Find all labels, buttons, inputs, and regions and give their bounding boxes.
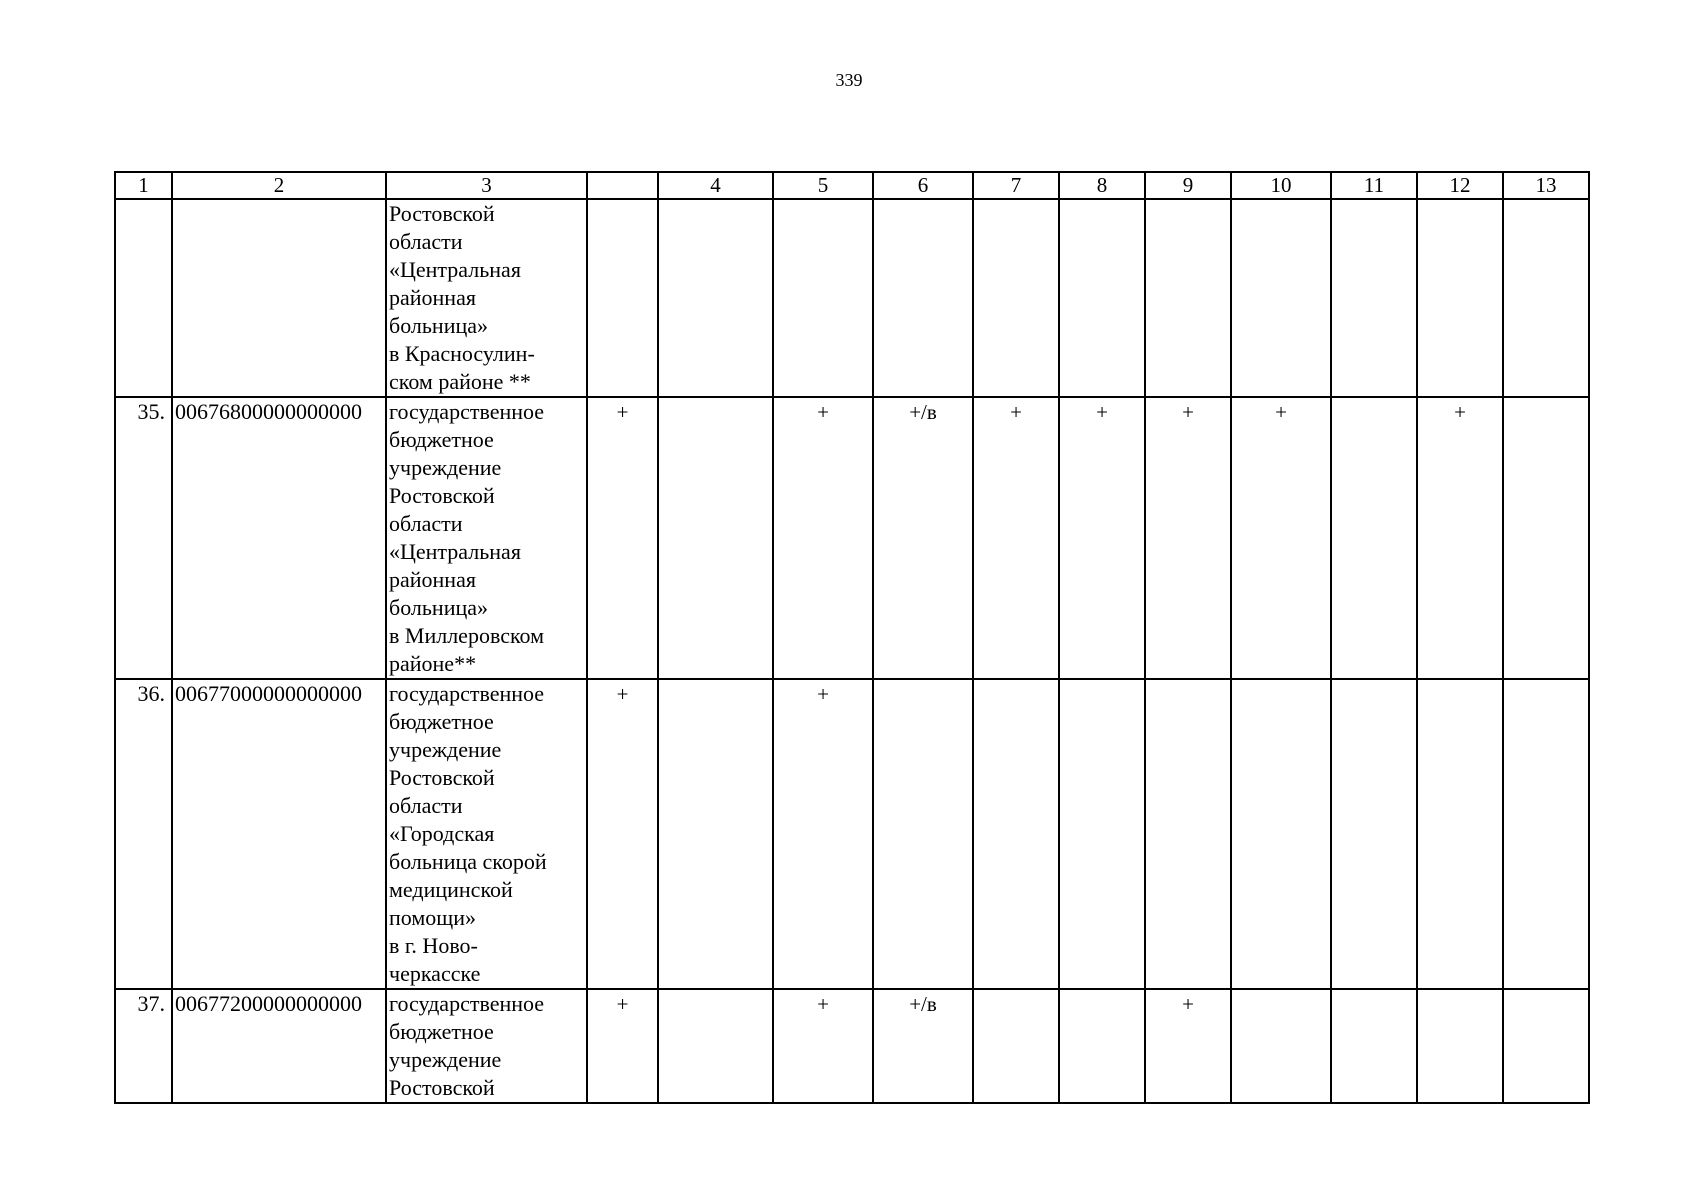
mark-cell: + bbox=[1417, 397, 1503, 679]
mark-cell bbox=[1331, 679, 1417, 989]
mark-cell bbox=[1417, 199, 1503, 397]
mark-cell: + bbox=[587, 679, 658, 989]
organization-name-line: учреждение bbox=[389, 1047, 502, 1072]
table-row bbox=[115, 679, 1589, 989]
header-cell: 1 bbox=[115, 172, 172, 199]
organization-name-line: районная bbox=[389, 285, 476, 310]
registry-code-cell: 00677000000000000 bbox=[172, 679, 386, 989]
mark-cell bbox=[1145, 679, 1231, 989]
mark-cell: + bbox=[1231, 397, 1331, 679]
organization-name-line: помощи» bbox=[389, 905, 476, 930]
header-cell: 2 bbox=[172, 172, 386, 199]
organization-name-line: «Центральная bbox=[389, 257, 521, 282]
mark-cell: + bbox=[587, 989, 658, 1103]
organization-name-line: в Миллеровском bbox=[389, 623, 545, 648]
mark-cell bbox=[973, 199, 1059, 397]
mark-cell bbox=[658, 397, 773, 679]
mark-cell bbox=[1503, 989, 1589, 1103]
organization-name-line: в г. Ново- bbox=[389, 933, 478, 958]
organization-name-line: бюджетное bbox=[389, 709, 494, 734]
organization-name-line: в Красносулин- bbox=[389, 341, 535, 366]
table-body bbox=[115, 199, 1589, 1103]
mark-cell: + bbox=[1145, 989, 1231, 1103]
mark-cell bbox=[1145, 199, 1231, 397]
mark-cell: + bbox=[773, 397, 873, 679]
organization-name-line: больница» bbox=[389, 313, 488, 338]
mark-cell bbox=[1231, 989, 1331, 1103]
organization-name-line: государственное bbox=[389, 399, 545, 424]
table-row bbox=[115, 199, 1589, 397]
registry-code-cell bbox=[172, 199, 386, 397]
organization-name-line: области bbox=[389, 511, 463, 536]
organization-name-line: медицинской bbox=[389, 877, 513, 902]
header-cell: 10 bbox=[1231, 172, 1331, 199]
organization-name-line: черкасске bbox=[389, 961, 481, 986]
header-cell: 9 bbox=[1145, 172, 1231, 199]
mark-cell bbox=[1417, 679, 1503, 989]
registry-code-cell: 00676800000000000 bbox=[172, 397, 386, 679]
mark-cell bbox=[1059, 199, 1145, 397]
organization-name-line: области bbox=[389, 229, 463, 254]
row-number-cell: 37. bbox=[115, 989, 172, 1103]
organization-name-line: Ростовской bbox=[389, 201, 495, 226]
header-cell: 11 bbox=[1331, 172, 1417, 199]
mark-cell: + bbox=[773, 679, 873, 989]
data-table bbox=[114, 171, 1590, 1104]
mark-cell: + bbox=[973, 397, 1059, 679]
mark-cell bbox=[973, 679, 1059, 989]
mark-cell bbox=[1231, 679, 1331, 989]
header-cell: 7 bbox=[973, 172, 1059, 199]
header-cell: 5 bbox=[773, 172, 873, 199]
header-cell: 8 bbox=[1059, 172, 1145, 199]
organization-name-cell bbox=[386, 397, 587, 679]
organization-name-line: области bbox=[389, 793, 463, 818]
row-number-cell: 36. bbox=[115, 679, 172, 989]
mark-cell: +/в bbox=[873, 989, 973, 1103]
organization-name-cell bbox=[386, 989, 587, 1103]
mark-cell bbox=[1503, 397, 1589, 679]
mark-cell bbox=[1059, 679, 1145, 989]
mark-cell: + bbox=[773, 989, 873, 1103]
mark-cell bbox=[1331, 397, 1417, 679]
table-row bbox=[115, 989, 1589, 1103]
organization-name-line: больница» bbox=[389, 595, 488, 620]
mark-cell bbox=[873, 679, 973, 989]
mark-cell bbox=[1331, 989, 1417, 1103]
header-cell: 13 bbox=[1503, 172, 1589, 199]
mark-cell bbox=[773, 199, 873, 397]
header-cell: 6 bbox=[873, 172, 973, 199]
page-number: 339 bbox=[835, 70, 863, 90]
organization-name-line: государственное bbox=[389, 681, 545, 706]
mark-cell bbox=[1503, 199, 1589, 397]
mark-cell bbox=[1059, 989, 1145, 1103]
mark-cell bbox=[1503, 679, 1589, 989]
header-row bbox=[115, 172, 1589, 199]
organization-name-line: «Центральная bbox=[389, 539, 521, 564]
header-cell: 4 bbox=[658, 172, 773, 199]
organization-name-cell bbox=[386, 679, 587, 989]
registry-code-cell: 00677200000000000 bbox=[172, 989, 386, 1103]
mark-cell bbox=[973, 989, 1059, 1103]
mark-cell bbox=[658, 199, 773, 397]
mark-cell bbox=[1331, 199, 1417, 397]
mark-cell bbox=[658, 679, 773, 989]
organization-name-line: бюджетное bbox=[389, 1019, 494, 1044]
mark-cell: + bbox=[1145, 397, 1231, 679]
organization-name-line: Ростовской bbox=[389, 483, 495, 508]
header-cell bbox=[587, 172, 658, 199]
organization-name-line: Ростовской bbox=[389, 1075, 495, 1100]
mark-cell: + bbox=[587, 397, 658, 679]
mark-cell bbox=[1231, 199, 1331, 397]
organization-name-line: районе** bbox=[389, 651, 477, 676]
organization-name-line: районная bbox=[389, 567, 476, 592]
mark-cell: +/в bbox=[873, 397, 973, 679]
row-number-cell bbox=[115, 199, 172, 397]
organization-name-line: государственное bbox=[389, 991, 545, 1016]
organization-name-line: учреждение bbox=[389, 737, 502, 762]
mark-cell bbox=[587, 199, 658, 397]
organization-name-cell bbox=[386, 199, 587, 397]
mark-cell bbox=[658, 989, 773, 1103]
mark-cell bbox=[873, 199, 973, 397]
mark-cell bbox=[1417, 989, 1503, 1103]
organization-name-line: «Городская bbox=[389, 821, 495, 846]
table-row bbox=[115, 397, 1589, 679]
row-number-cell: 35. bbox=[115, 397, 172, 679]
organization-name-line: учреждение bbox=[389, 455, 502, 480]
header-cell: 12 bbox=[1417, 172, 1503, 199]
header-cell: 3 bbox=[386, 172, 587, 199]
organization-name-line: ском районе ** bbox=[389, 369, 531, 394]
mark-cell: + bbox=[1059, 397, 1145, 679]
organization-name-line: больница скорой bbox=[389, 849, 547, 874]
organization-name-line: бюджетное bbox=[389, 427, 494, 452]
organization-name-line: Ростовской bbox=[389, 765, 495, 790]
